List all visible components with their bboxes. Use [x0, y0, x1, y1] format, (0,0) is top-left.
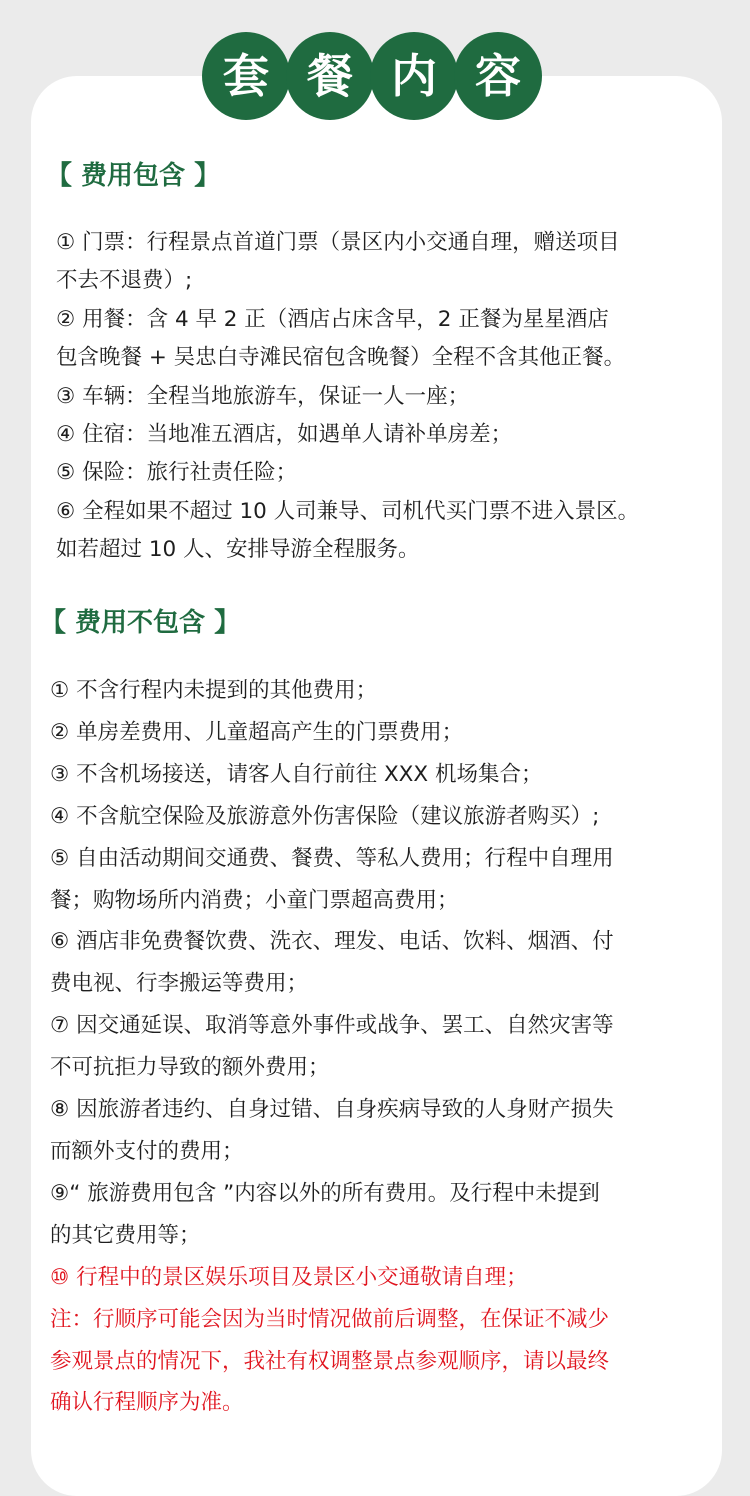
list-item: ④ 住宿：当地准五酒店，如遇单人请补单房差；: [56, 422, 513, 448]
list-item: ① 不含行程内未提到的其他费用；: [50, 678, 378, 703]
list-item: 餐；购物场所内消费；小童门票超高费用；: [50, 887, 459, 913]
fee-included-list: [56, 224, 639, 570]
list-item: ⑧ 因旅游者违约、自身过错、自身疾病导致的人身财产损失: [50, 1097, 614, 1123]
list-item: 的其它费用等；: [50, 1222, 201, 1248]
fee-included-header: 【 费用包含 】: [46, 161, 221, 191]
list-item: ③ 不含机场接送，请客人自行前往 XXX 机场集合；: [50, 761, 543, 787]
list-item: ② 单房差费用、儿童超高产生的门票费用；: [50, 719, 464, 745]
list-item: ⑥ 全程如果不超过 10 人司兼导、司机代买门票不进入景区。: [56, 498, 640, 524]
package-content-title: [202, 32, 542, 120]
list-item: ④ 不含航空保险及旅游意外伤害保险（建议旅游者购买）;: [50, 803, 600, 829]
list-item: 如若超过 10 人、安排导游全程服务。: [56, 537, 420, 563]
list-item: ② 用餐：含 4 早 2 正（酒店占床含早，2 正餐为星星酒店: [56, 306, 609, 332]
list-item: ① 门票：行程景点首道门票（景区内小交通自理，赠送项目: [56, 230, 620, 255]
list-item: 费电视、行李搬运等费用；: [50, 971, 309, 997]
list-item: 不可抗拒力导致的额外费用；: [50, 1055, 330, 1081]
fee-excluded-list: [50, 670, 614, 1424]
list-item: ⑤ 自由活动期间交通费、餐费、等私人费用；行程中自理用: [50, 845, 614, 871]
itinerary-note: 参观景点的情况下，我社有权调整景点参观顺序，请以最终: [50, 1348, 610, 1374]
list-item: ⑤ 保险：旅行社责任险；: [56, 460, 298, 486]
list-item: 包含晚餐 + 吴忠白寺滩民宿包含晚餐）全程不含其他正餐。: [56, 345, 626, 371]
title-char-3: 内: [370, 32, 458, 120]
title-char-4: 容: [454, 32, 542, 120]
list-item: ⑨“ 旅游费用包含 ”内容以外的所有费用。及行程中未提到: [50, 1180, 600, 1206]
list-item: ⑦ 因交通延误、取消等意外事件或战争、罢工、自然灾害等: [50, 1013, 614, 1039]
title-char-1: 套: [202, 32, 290, 120]
list-item: 而额外支付的费用；: [50, 1138, 244, 1164]
title-char-2: 餐: [286, 32, 374, 120]
self-pay-notice: ⑩ 行程中的景区娱乐项目及景区小交通敬请自理；: [50, 1264, 528, 1290]
list-item: ③ 车辆：全程当地旅游车，保证一人一座；: [56, 383, 470, 409]
fee-excluded-header: 【 费用不包含 】: [40, 608, 241, 638]
list-item: ⑥ 酒店非免费餐饮费、洗衣、理发、电话、饮料、烟酒、付: [50, 929, 614, 955]
itinerary-note: 注：行顺序可能会因为当时情况做前后调整，在保证不减少: [50, 1306, 610, 1332]
list-item: 不去不退费）;: [56, 268, 193, 294]
itinerary-note: 确认行程顺序为准。: [50, 1390, 244, 1416]
